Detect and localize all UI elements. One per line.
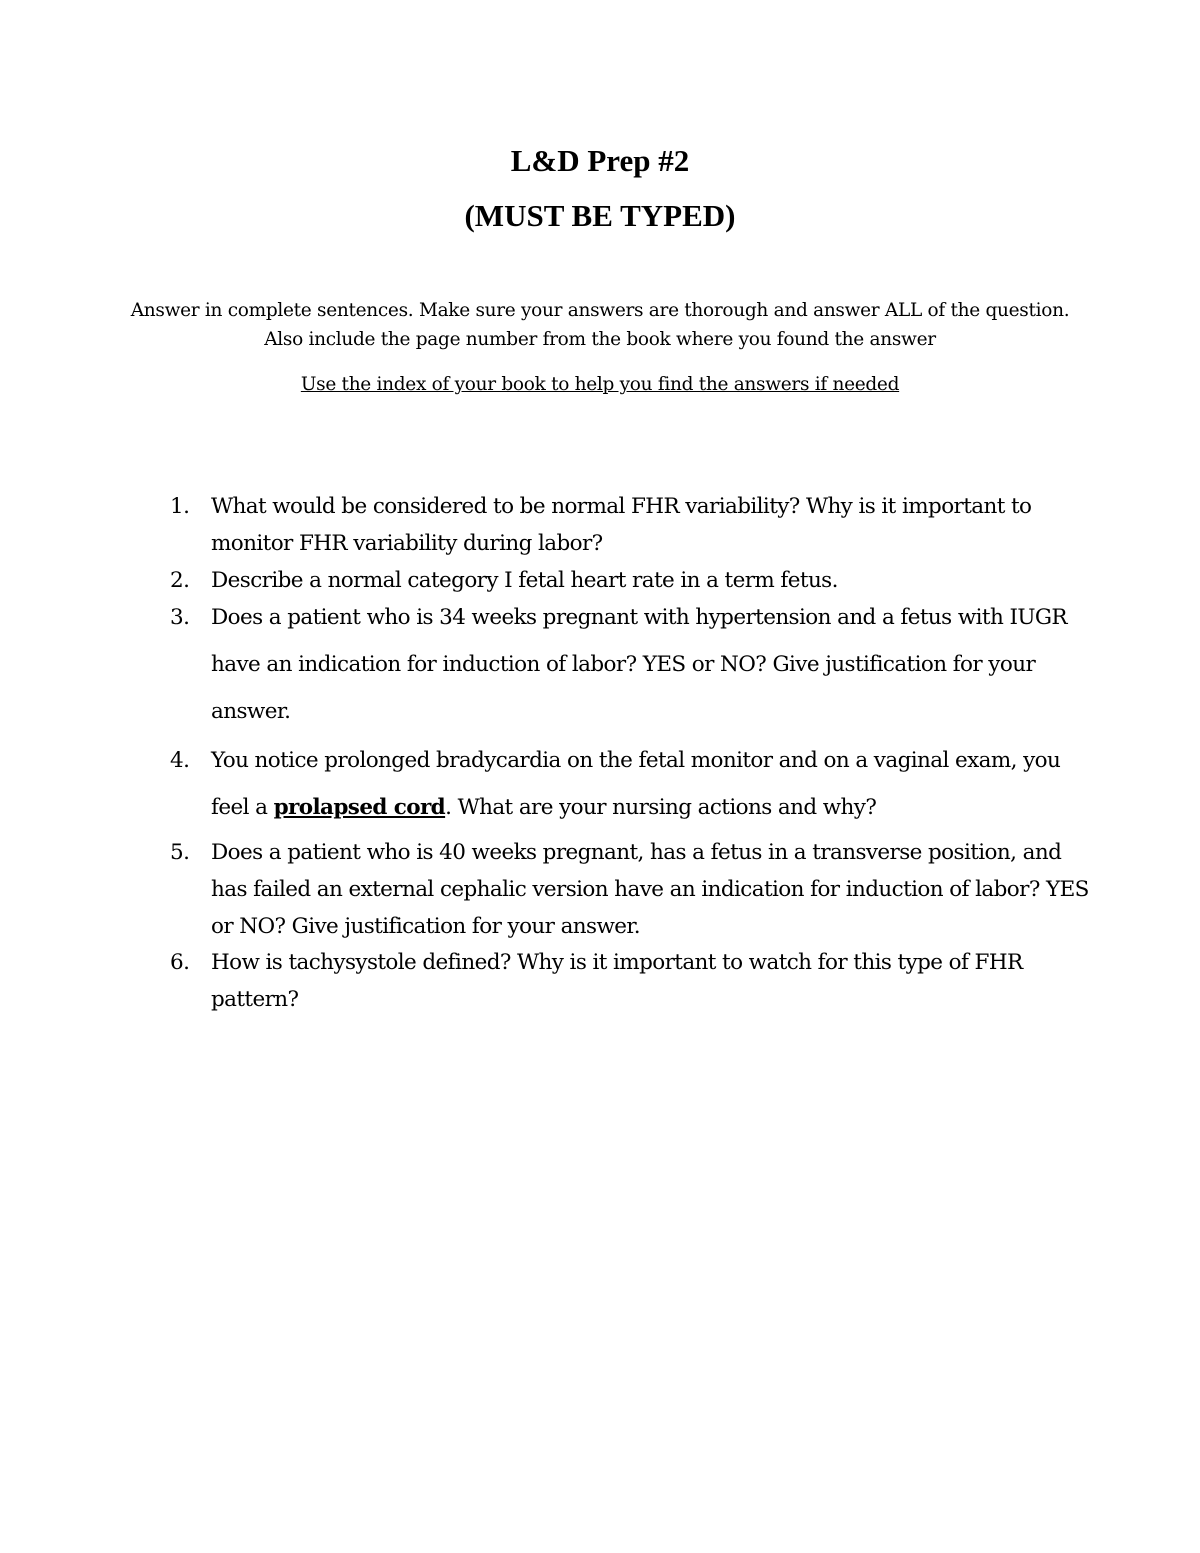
question-number: 1.: [170, 494, 190, 519]
question-text-after: . What are your nursing actions and why?: [445, 795, 877, 820]
index-note: Use the index of your book to help you find the answers if needed: [300, 374, 900, 395]
prolapsed-cord-emphasis: prolapsed cord: [273, 795, 446, 820]
question-text: [211, 737, 1091, 831]
question-text: What would be considered to be normal FHR variability? Why is it important to monitor FHR variability during labor?: [211, 494, 1032, 556]
document-subtitle: (MUST BE TYPED): [464, 198, 736, 233]
instructions-paragraph: Answer in complete sentences. Make sure your answers are thorough and answer ALL of the question. Also include the page number from the book where you found the answer: [130, 300, 1070, 350]
question-number: 4.: [170, 748, 190, 773]
question-text: Describe a normal category I fetal heart rate in a term fetus.: [211, 568, 838, 593]
question-number: 3.: [170, 605, 190, 630]
question-number: 5.: [170, 840, 190, 865]
question-text-before: You notice prolonged bradycardia on the fetal monitor and on a vaginal exam, you feel a: [211, 748, 1061, 820]
question-text: Does a patient who is 40 weeks pregnant, has a fetus in a transverse position, and has failed an external cephalic version have an indication for induction of labor? YES or NO? Give justification for your answer.: [211, 840, 1089, 939]
question-number: 2.: [170, 568, 190, 593]
document-title: L&D Prep #2: [510, 143, 690, 178]
question-text: How is tachysystole defined? Why is it important to watch for this type of FHR pattern?: [211, 950, 1023, 1012]
question-number: 6.: [170, 950, 190, 975]
question-text: Does a patient who is 34 weeks pregnant with hypertension and a fetus with IUGR have an indication for induction of labor? YES or NO? Give justification for your answer.: [211, 605, 1068, 724]
